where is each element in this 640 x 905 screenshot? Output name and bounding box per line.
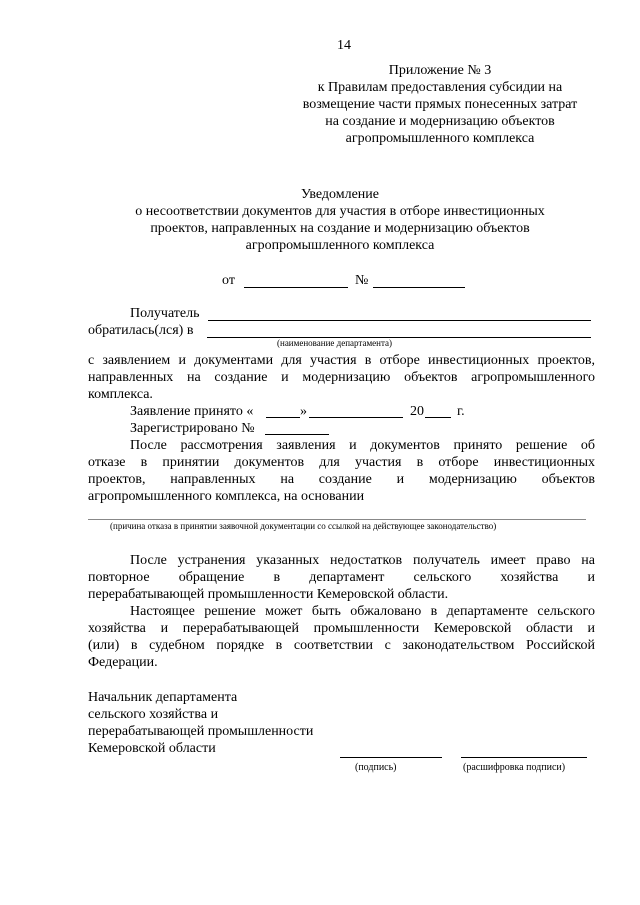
- appeal-line: Настоящее решение может быть обжаловано в департаменте сельского: [130, 604, 595, 619]
- date-from-label: от: [222, 273, 235, 288]
- recipient-blank: [208, 320, 591, 321]
- signer-line: Кемеровской области: [88, 741, 216, 756]
- body-line: направленных на создание и модернизацию объектов агропромышленного: [88, 370, 595, 385]
- date-blank: [244, 287, 348, 288]
- decision-line: После рассмотрения заявления и документов принято решение об: [130, 438, 595, 453]
- notice-title: Уведомление: [300, 187, 379, 202]
- notice-line: агропромышленного комплекса: [245, 238, 435, 253]
- appeal-line: хозяйства и перерабатывающей промышленности Кемеровской области и: [88, 621, 595, 636]
- appeal-line: (или) в судебном порядке в соответствии с законодательством Российской: [88, 638, 595, 653]
- accepted-mid: »: [300, 404, 307, 419]
- decision-line: агропромышленного комплекса, на основании: [88, 489, 365, 504]
- appeal-line: Федерации.: [88, 655, 158, 670]
- fix-line: повторное обращение в департамент сельского хозяйства и: [88, 570, 595, 585]
- appendix-line: к Правилам предоставления субсидии на: [317, 80, 563, 95]
- recipient-label: Получатель: [130, 306, 200, 321]
- accepted-day-blank: [266, 417, 300, 418]
- appendix-line: агропромышленного комплекса: [345, 131, 535, 146]
- appendix-line: на создание и модернизацию объектов: [325, 114, 555, 129]
- signer-line: Начальник департамента: [88, 690, 238, 705]
- body-line: с заявлением и документами для участия в отборе инвестиционных проектов,: [88, 353, 595, 368]
- appendix-line: возмещение части прямых понесенных затрат: [302, 97, 578, 112]
- number-blank: [373, 287, 465, 288]
- accepted-label: Заявление принято «: [130, 404, 254, 419]
- signature-blank: [340, 757, 442, 758]
- reason-caption: (причина отказа в принятии заявочной документации со ссылкой на действующее законодательство): [110, 521, 497, 531]
- registered-blank: [265, 434, 329, 435]
- signer-line: перерабатывающей промышленности: [88, 724, 314, 739]
- accepted-month-blank: [309, 417, 403, 418]
- registered-label: Зарегистрировано №: [130, 421, 255, 436]
- decision-line: отказе в принятии документов для участия в отборе инвестиционных: [88, 455, 595, 470]
- body-line: комплекса.: [88, 387, 153, 402]
- page-number: 14: [337, 38, 351, 53]
- reason-rule: [88, 519, 586, 520]
- notice-line: о несоответствии документов для участия в отборе инвестиционных: [135, 204, 545, 219]
- fix-line: После устранения указанных недостатков получатель имеет право на: [130, 553, 595, 568]
- number-label: №: [355, 273, 369, 288]
- applied-label: обратилась(лся) в: [88, 323, 194, 338]
- appendix-title: Приложение № 3: [388, 63, 492, 78]
- signature-caption: (подпись): [355, 762, 397, 773]
- accepted-end: г.: [457, 404, 465, 419]
- notice-line: проектов, направленных на создание и модернизацию объектов: [150, 221, 530, 236]
- department-caption: (наименование департамента): [277, 338, 392, 348]
- decision-line: проектов, направленных на создание и модернизацию объектов: [88, 472, 595, 487]
- accepted-year-blank: [425, 417, 451, 418]
- fix-line: перерабатывающей промышленности Кемеровской области.: [88, 587, 449, 602]
- accepted-year: 20: [410, 404, 424, 419]
- department-blank: [207, 337, 591, 338]
- signer-line: сельского хозяйства и: [88, 707, 219, 722]
- signature-decode-caption: (расшифровка подписи): [463, 762, 566, 773]
- signature-decode-blank: [461, 757, 587, 758]
